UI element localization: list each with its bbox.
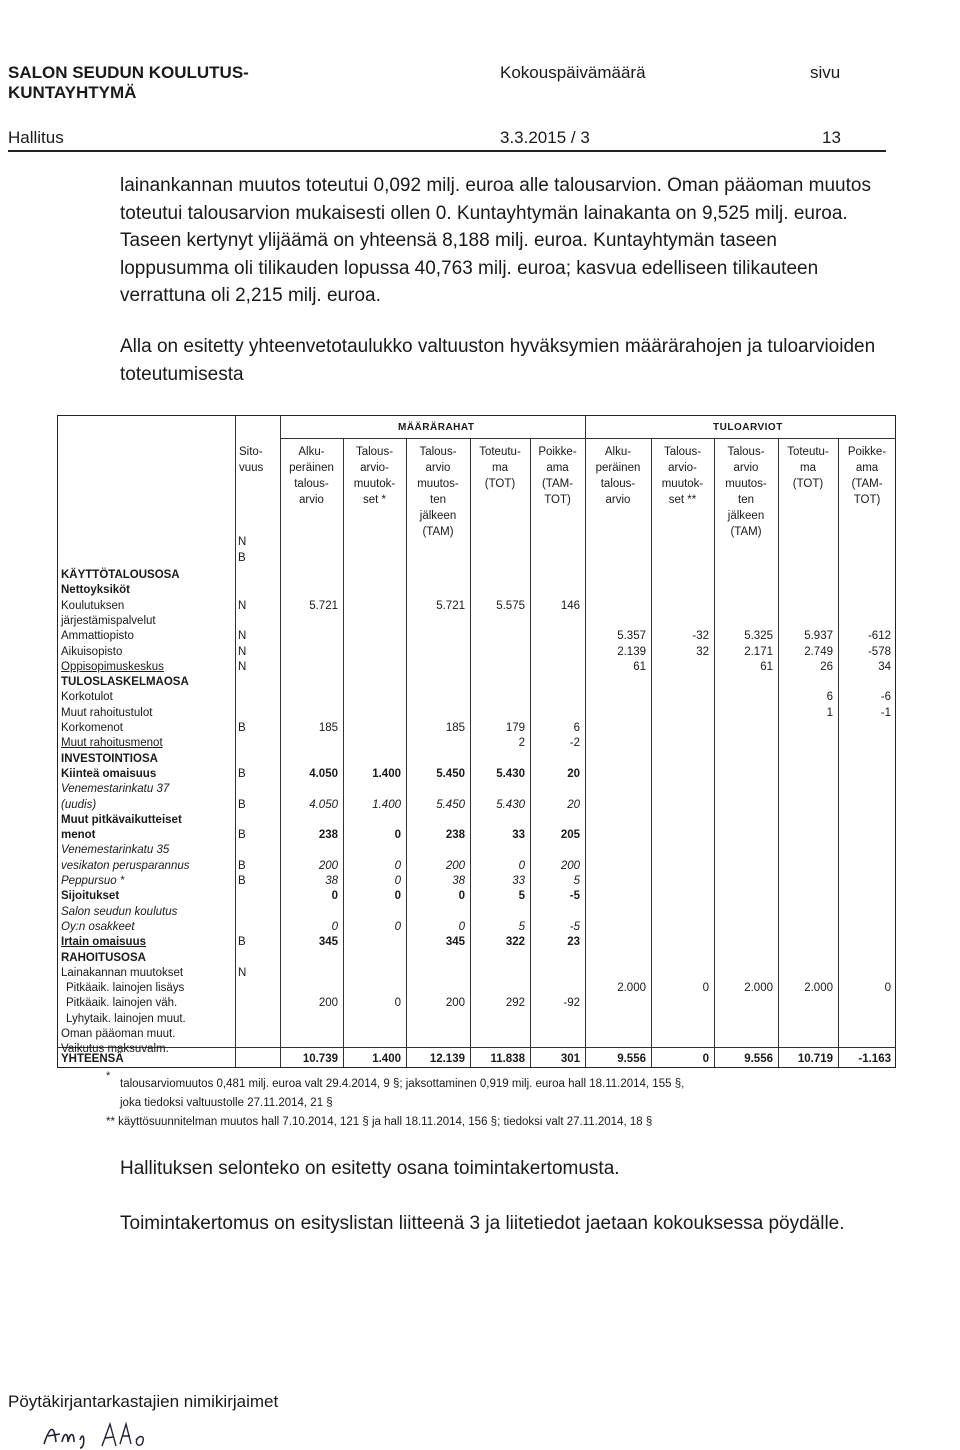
col-header: Talous- arvio- muutok- set * — [353, 446, 396, 506]
paragraph-summary-intro: Alla on esitetty yhteenvetotaulukko valtuuston hyväksymien määrärahojen ja tuloarvioiden toteutumisesta — [120, 336, 876, 385]
col-header: Talous- arvio- muutok- set ** — [661, 446, 704, 506]
sitovuus-n: N — [238, 536, 247, 548]
row-value: 345 — [318, 936, 338, 949]
row-value: 146 — [560, 599, 580, 612]
row-label: vesikaton perusparannus — [61, 859, 190, 872]
row-value: 292 — [505, 997, 525, 1010]
row-label: Irtain omaisuus — [61, 936, 146, 949]
footnote-1-cont: joka tiedoksi valtuustolle 27.11.2014, 21 § — [120, 1097, 333, 1109]
page-label: sivu — [810, 63, 841, 82]
row-value: 20 — [567, 798, 580, 811]
row-value: -612 — [867, 630, 891, 643]
col-header-sitovuus: Sito- vuus — [239, 446, 264, 474]
col-header: Alku- peräinen talous- arvio — [595, 446, 641, 506]
row-value: 2.000 — [804, 982, 833, 995]
row-binding-code: B — [238, 936, 246, 949]
organization-name: SALON SEUDUN KOULUTUS- KUNTAYHTYMÄ — [8, 63, 249, 102]
row-value: 61 — [633, 660, 646, 673]
row-value: 1.400 — [372, 767, 401, 780]
row-value: 4.050 — [309, 798, 338, 811]
row-value: 26 — [820, 660, 833, 673]
row-label: Venemestarinkatu 35 — [61, 844, 170, 857]
row-binding-code: B — [238, 875, 246, 887]
row-value: 10.719 — [797, 1053, 833, 1065]
row-value: 0 — [394, 920, 401, 933]
row-value: 34 — [878, 660, 891, 673]
row-label: Peppursuo * — [61, 875, 125, 887]
row-value: 11.838 — [490, 1053, 525, 1065]
row-value: 0 — [394, 859, 401, 872]
row-value: 5.430 — [496, 767, 525, 780]
row-value: 5.450 — [436, 798, 465, 811]
row-value: 61 — [760, 660, 773, 673]
row-label: Lyhytaik. lainojen muut. — [66, 1012, 186, 1025]
row-binding-code: B — [238, 829, 246, 842]
row-value: 0 — [394, 890, 401, 903]
row-value: -2 — [569, 737, 580, 750]
row-value: 5.325 — [744, 630, 773, 643]
row-label: Venemestarinkatu 37 — [61, 783, 170, 796]
col-header: Toteutu- ma (TOT) — [479, 446, 521, 490]
row-value: 0 — [394, 829, 401, 842]
row-value: 38 — [325, 875, 338, 887]
sitovuus-b: B — [238, 552, 246, 564]
row-value: 0 — [518, 859, 525, 872]
row-value: 5.450 — [436, 767, 465, 780]
row-label: RAHOITUSOSA — [61, 951, 146, 964]
row-value: 238 — [445, 829, 465, 842]
row-value: 0 — [394, 875, 401, 887]
row-value: 185 — [318, 722, 338, 734]
row-label: YHTEENSÄ — [61, 1053, 124, 1065]
row-value: -5 — [569, 890, 580, 903]
row-label: Aikuisopisto — [61, 645, 123, 658]
row-value: 33 — [512, 829, 525, 842]
row-binding-code: N — [238, 645, 247, 658]
row-value: 9.556 — [744, 1053, 773, 1065]
row-binding-code: N — [238, 660, 247, 673]
row-value: 322 — [505, 936, 525, 949]
row-label: Muut rahoitusmenot — [61, 737, 163, 750]
row-value: 9.556 — [617, 1053, 646, 1065]
row-value: -5 — [569, 920, 580, 933]
row-label: KÄYTTÖTALOUSOSA — [61, 569, 180, 581]
row-value: -1 — [880, 706, 891, 719]
row-label: (uudis) — [61, 798, 97, 811]
row-binding-code: B — [238, 722, 246, 734]
row-value: -1.163 — [858, 1053, 891, 1065]
col-header: Poikke- ama (TAM- TOT) — [847, 446, 887, 506]
row-value: 5.575 — [496, 599, 525, 612]
row-label: Sijoitukset — [61, 890, 120, 903]
budget-summary-table — [57, 415, 896, 1068]
row-label: järjestämispalvelut — [61, 614, 156, 627]
row-binding-code: B — [238, 767, 246, 780]
row-value: 1 — [826, 706, 833, 719]
row-label: Oman pääoman muut. — [61, 1028, 176, 1040]
row-value: 2.171 — [744, 645, 773, 658]
row-value: 179 — [505, 722, 525, 734]
group-maararahat: MÄÄRÄRAHAT — [398, 422, 475, 433]
row-value: 5.721 — [309, 599, 338, 612]
row-value: 6 — [573, 722, 580, 734]
row-value: 200 — [445, 859, 465, 872]
row-label: Salon seudun koulutus — [61, 905, 178, 918]
row-value: -6 — [880, 691, 891, 704]
row-label: Ammattiopisto — [61, 630, 134, 643]
col-header: Talous- arvio muutos- ten jälkeen (TAM) — [417, 446, 459, 538]
row-value: 2.000 — [744, 982, 773, 995]
row-binding-code: N — [238, 630, 247, 643]
row-value: 205 — [560, 829, 580, 842]
row-value: 0 — [458, 890, 465, 903]
row-label: menot — [61, 829, 96, 842]
row-label: Korkotulot — [61, 691, 113, 704]
row-binding-code: B — [238, 798, 246, 811]
row-value: 301 — [560, 1053, 580, 1065]
col-header: Alku- peräinen talous- arvio — [289, 446, 334, 506]
date-label: Kokouspäivämäärä — [500, 63, 646, 82]
row-value: 5.357 — [617, 630, 646, 643]
row-label: Pitkäaik. lainojen lisäys — [66, 982, 185, 995]
header-divider — [8, 150, 886, 152]
row-value: 2.749 — [804, 645, 833, 658]
row-value: 0 — [331, 920, 338, 933]
row-value: 0 — [702, 982, 709, 995]
row-value: 238 — [318, 829, 338, 842]
row-value: 0 — [702, 1053, 709, 1065]
row-value: 5.430 — [496, 798, 525, 811]
row-value: -578 — [867, 645, 891, 658]
row-value: 20 — [567, 767, 580, 780]
row-value: 200 — [318, 859, 338, 872]
row-label: Oy:n osakkeet — [61, 920, 135, 933]
row-value: 0 — [458, 920, 465, 933]
row-value: 33 — [512, 875, 525, 887]
row-value: 4.050 — [309, 767, 338, 780]
row-binding-code: N — [238, 966, 247, 979]
row-label: TULOSLASKELMAOSA — [61, 676, 189, 689]
row-value: 200 — [560, 859, 580, 872]
row-value: 5.721 — [436, 599, 465, 612]
row-value: 6 — [826, 691, 833, 704]
paragraph-loans: lainankannan muutos toteutui 0,092 milj. euroa alle talousarvion. Oman pääoman muutos toteutui talousarvion mukaisesti ollen 0. Kuntayhtymän lainakanta on 9,525 milj. euroa. Taseen kertynyt ylijäämä on yhteensä 8,188 milj. euroa. Kuntayhtymän taseen loppusumma oli tilikauden lopussa 40,763 milj. euroa; kasvua edelliseen tilikauteen verrattuna oli 2,215 milj. euroa. — [120, 175, 871, 306]
row-value: 200 — [445, 997, 465, 1010]
row-value: 12.139 — [429, 1053, 465, 1065]
row-value: 32 — [696, 645, 709, 658]
footnote-1: talousarviomuutos 0,481 milj. euroa valt 29.4.2014, 9 §; jaksottaminen 0,919 milj. euroa hall 18.11.2014, 155 §, — [120, 1078, 685, 1090]
footnote-star: * — [106, 1070, 111, 1082]
row-value: -92 — [563, 997, 580, 1010]
row-label: Korkomenot — [61, 722, 124, 734]
row-value: 23 — [567, 936, 580, 949]
row-value: 0 — [331, 890, 338, 903]
row-value: 185 — [445, 722, 465, 734]
row-value: 0 — [884, 982, 891, 995]
col-header: Poikke- ama (TAM- TOT) — [538, 446, 577, 506]
row-label: Lainakannan muutokset — [61, 966, 184, 979]
row-value: 5 — [518, 890, 525, 903]
meeting-date: 3.3.2015 / 3 — [500, 128, 590, 147]
group-tuloarviot: TULOARVIOT — [713, 422, 783, 433]
row-value: 5 — [518, 920, 525, 933]
paragraph-report: Hallituksen selonteko on esitetty osana toimintakertomusta. — [120, 1158, 620, 1179]
col-header: Talous- arvio muutos- ten jälkeen (TAM) — [725, 446, 767, 538]
row-label: Muut rahoitustulot — [61, 706, 153, 719]
col-header: Toteutu- ma (TOT) — [787, 446, 829, 490]
row-value: 2 — [518, 737, 525, 750]
footnote-2: ** käyttösuunnitelman muutos hall 7.10.2014, 121 § ja hall 18.11.2014, 156 §; tiedoksi valt 27.11.2014, 18 § — [106, 1116, 653, 1128]
row-label: Pitkäaik. lainojen väh. — [66, 997, 178, 1010]
row-label: INVESTOINTIOSA — [61, 752, 158, 765]
row-value: -32 — [692, 630, 709, 643]
row-value: 5 — [573, 875, 580, 887]
signers-label: Pöytäkirjantarkastajien nimikirjaimet — [8, 1392, 279, 1411]
row-value: 10.739 — [302, 1053, 338, 1065]
row-value: 2.139 — [617, 645, 646, 658]
page-number: 13 — [822, 128, 841, 147]
row-binding-code: B — [238, 859, 246, 872]
signature-initials — [40, 1418, 160, 1450]
row-label: Muut pitkävaikutteiset — [61, 813, 182, 826]
row-value: 345 — [445, 936, 465, 949]
row-value: 200 — [318, 997, 338, 1010]
paragraph-annual-report: Toimintakertomus on esityslistan liitteenä 3 ja liitetiedot jaetaan kokouksessa pöydälle. — [120, 1213, 845, 1234]
row-label: Vaikutus maksuvalm. — [61, 1043, 169, 1056]
row-value: 0 — [394, 997, 401, 1010]
row-value: 1.400 — [372, 798, 401, 811]
row-label: Kiinteä omaisuus — [61, 767, 157, 780]
row-label: Oppisopimuskeskus — [61, 660, 164, 673]
body-name: Hallitus — [8, 128, 64, 147]
row-binding-code: N — [238, 599, 247, 612]
row-value: 5.937 — [804, 630, 833, 643]
row-value: 2.000 — [617, 982, 646, 995]
row-value: 1.400 — [372, 1053, 401, 1065]
row-label: Nettoyksiköt — [61, 584, 131, 597]
row-value: 38 — [452, 875, 465, 887]
row-label: Koulutuksen — [61, 599, 125, 612]
